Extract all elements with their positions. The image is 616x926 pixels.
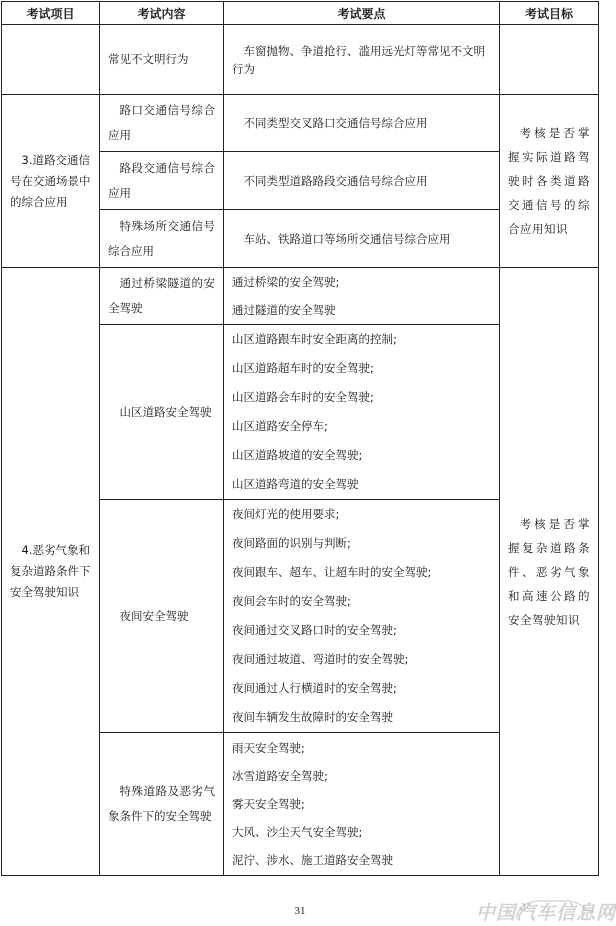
point-line: 山区道路超车时的安全驾驶; [232,361,374,375]
point-line: 夜间通过交叉路口时的安全驾驶; [232,623,397,637]
points-cell [224,95,500,152]
point-line: 夜间车辆发生故障时的安全驾驶 [232,710,393,724]
point-line: 山区道路会车时的安全驾驶; [232,390,374,404]
points-cell [224,733,500,876]
points-cell [224,325,500,500]
points-cell [224,268,500,325]
content-text: 路段交通信号综合应用 [108,160,215,200]
points-cell [224,210,500,268]
point-line: 夜间会车时的安全驾驶; [232,594,351,608]
exam-item-cell [2,268,100,876]
page-number: 31 [294,905,306,917]
exam-item-text: 4.恶劣气象和复杂道路条件下安全驾驶知识 [10,543,91,599]
content-cell [100,210,224,268]
point-line: 山区道路安全停车; [232,419,328,433]
point-line: 夜间路面的识别与判断; [232,536,351,550]
content-text: 山区道路安全驾驶 [119,404,212,419]
table-row [2,268,599,325]
content-text: 常见不文明行为 [108,52,189,66]
content-text: 特殊道路及恶劣气象条件下的安全驾驶 [108,784,215,823]
point-line: 夜间灯光的使用要求; [232,507,340,521]
point-line: 不同类型道路路段交通信号综合应用 [243,173,428,188]
point-line: 雨天安全驾驶; [232,741,305,755]
point-line: 车站、铁路道口等场所交通信号综合应用 [243,231,451,246]
point-line: 泥泞、涉水、施工道路安全驾驶 [232,853,393,867]
content-cell [100,95,224,152]
points-cell [224,25,500,95]
point-line: 山区道路弯道的安全驾驶 [232,477,359,491]
point-line: 车窗抛物、争道抢行、滥用远光灯等常见不文明行为 [232,43,485,76]
exam-goal-text: 考核是否掌握实际道路驾驶时各类道路交通信号的综合应用知识 [508,126,590,236]
content-cell [100,25,224,95]
point-line: 通过桥梁的安全驾驶; [232,275,340,289]
point-line: 雾天安全驾驶; [232,797,305,811]
exam-goal-cell [500,95,599,268]
point-line: 山区道路跟车时安全距离的控制; [232,332,397,346]
header-row [2,2,599,25]
content-cell [100,152,224,210]
header-exam-item: 考试项目 [2,2,100,25]
watermark-logo [476,896,616,924]
point-line: 夜间跟车、超车、让超车时的安全驾驶; [232,565,432,579]
exam-goal-cell [500,268,599,876]
point-line: 夜间通过人行横道时的安全驾驶; [232,681,397,695]
point-line: 通过隧道的安全驾驶 [232,303,336,317]
points-cell [224,500,500,733]
header-exam-content: 考试内容 [100,2,224,25]
header-exam-goal: 考试目标 [500,2,599,25]
exam-goal-text: 考核是否掌握复杂道路条件、恶劣气象和高速公路的安全驾驶知识 [508,516,590,627]
content-text: 特殊场所交通信号综合应用 [108,218,215,258]
content-cell [100,733,224,876]
point-line: 夜间通过坡道、弯道时的安全驾驶; [232,652,409,666]
item-cell-empty [2,25,100,95]
table-row [2,25,599,95]
point-line: 山区道路坡道的安全驾驶; [232,448,363,462]
content-cell [100,500,224,733]
exam-table [1,1,599,876]
watermark-text: 中国汽车信息网 [476,902,616,924]
exam-item-cell [2,95,100,268]
point-line: 大风、沙尘天气安全驾驶; [232,825,363,839]
content-text: 通过桥梁隧道的安全驾驶 [108,276,215,315]
content-text: 路口交通信号综合应用 [108,103,215,142]
header-exam-points: 考试要点 [224,2,500,25]
content-text: 夜间安全驾驶 [119,608,189,623]
content-cell [100,325,224,500]
exam-item-text: 3.道路交通信号在交通场景中的综合应用 [10,152,91,209]
content-cell [100,268,224,325]
goal-cell-empty [500,25,599,95]
table-row [2,95,599,152]
point-line: 冰雪道路安全驾驶; [232,769,328,783]
point-line: 不同类型交叉路口交通信号综合应用 [243,116,428,130]
points-cell [224,152,500,210]
